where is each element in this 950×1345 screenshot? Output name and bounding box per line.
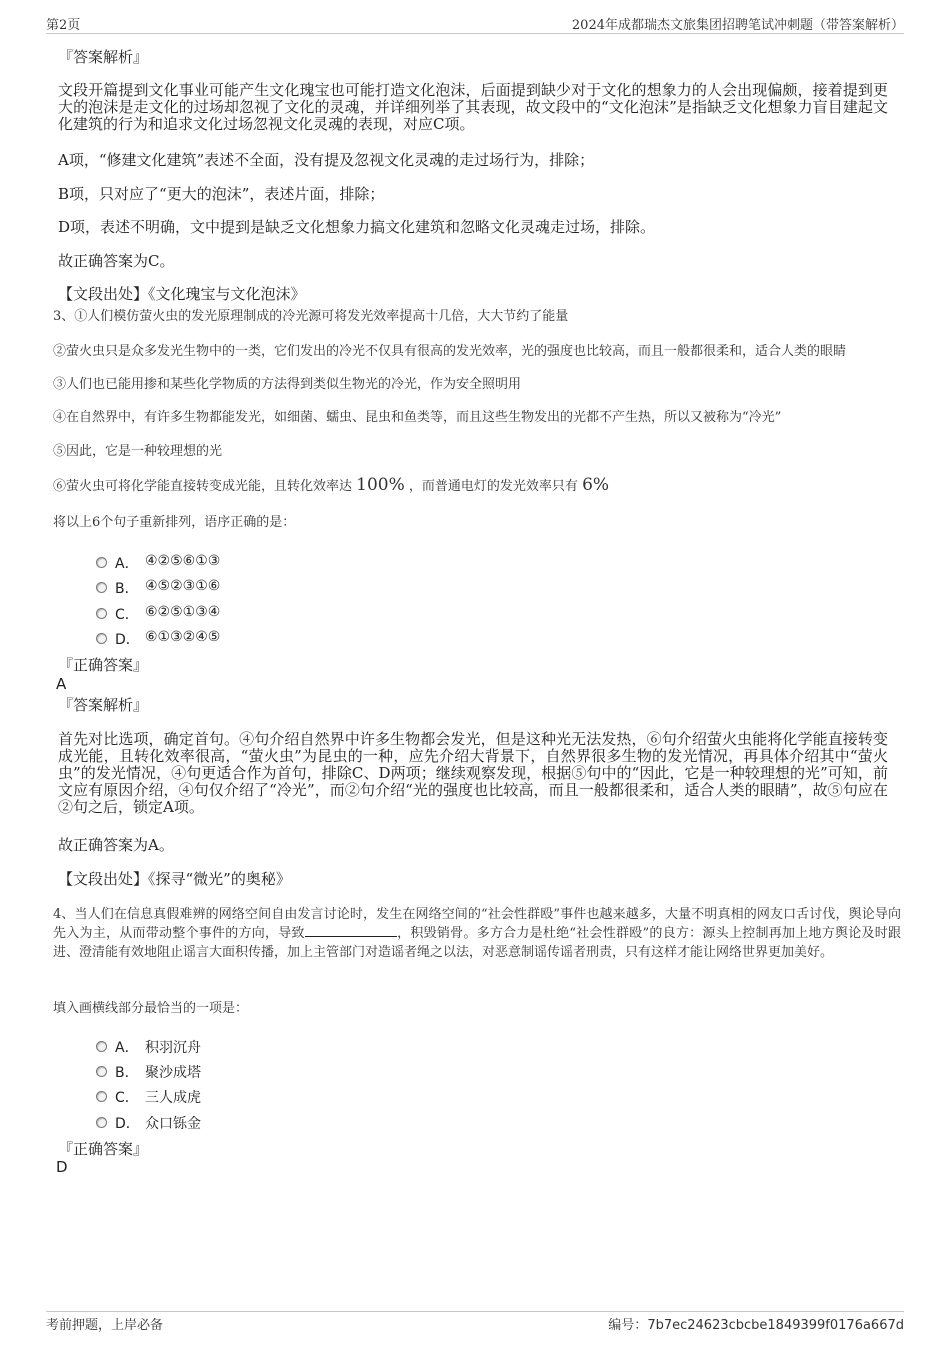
document-title: 2024年成都瑞杰文旅集团招聘笔试冲刺题（带答案解析）	[571, 18, 904, 33]
q2-conclusion: 故正确答案为C。	[58, 252, 175, 270]
option-letter: D．	[115, 1116, 140, 1132]
q3-sentence-1: 3、①人们模仿萤火虫的发光原理制成的冷光源可将发光效率提高十几倍，大大节约了能量	[53, 309, 569, 324]
q2-option-a-note: A项，“修建文化建筑”表述不全面，没有提及忽视文化灵魂的走过场行为，排除；	[58, 151, 595, 169]
option-letter: B．	[115, 1065, 139, 1081]
page-footer	[46, 1314, 904, 1332]
radio-icon[interactable]	[96, 608, 107, 619]
option-text: 积羽沉舟	[145, 1040, 201, 1056]
footer-slogan: 考前押题，上岸必备	[46, 1318, 164, 1333]
option-letter: B．	[115, 581, 139, 597]
q2-analysis-text: 文段开篇提到文化事业可能产生文化瑰宝也可能打造文化泡沫，后面提到缺少对于文化的想象力的人会出现偏颇，接着提到更大的泡沫是走文化的过场却忽视了文化的灵魂，并详细列举了其表现，故文段中的“文化泡沫”是指缺乏文化想象力盲目建起文化建筑的行为和追求文化过场忽视文化灵魂的表现，对应C项。	[58, 81, 888, 133]
option-letter: A．	[115, 556, 139, 572]
q3-source: 【文段出处】《探寻“微光”的奥秘》	[58, 870, 291, 888]
q3-sentence-6	[53, 477, 609, 495]
option-letter: C．	[115, 1090, 139, 1106]
q3-answer-heading: 『正确答案』	[58, 656, 149, 674]
option-letter: A．	[115, 1040, 139, 1056]
q3-analysis-text: 首先对比选项，确定首句。④句介绍自然界中许多生物都会发光，但是这种光无法发热，⑥句介绍萤火虫能将化学能直接转变成光能，且转化效率很高，“萤火虫”为昆虫的一种，应先介绍大背景下，自然界很多生物的发光情况，再具体介绍其中“萤火虫”的发光情况，④句更适合作为首句，排除C、D两项；继续观察发现，根据⑤句中的“因此，它是一种较理想的光”可知，前文应有原因介绍，④句仅介绍了“冷光”，而②句介绍“光的强度也比较高，而且一般都很柔和，适合人类的眼睛”，故⑤句应在②句之后，锁定A项。	[58, 730, 888, 816]
q3-prompt: 将以上6个句子重新排列，语序正确的是：	[53, 515, 296, 530]
option-text: ④⑤②③①⑥	[145, 578, 221, 594]
q4-answer: D	[56, 1158, 68, 1176]
q2-analysis-heading: 『答案解析』	[58, 48, 149, 66]
option-text: 聚沙成塔	[145, 1065, 201, 1081]
radio-icon[interactable]	[96, 1091, 107, 1102]
option-text: 三人成虎	[145, 1090, 201, 1106]
option-text: ⑥②⑤①③④	[145, 604, 221, 620]
radio-icon[interactable]	[96, 1041, 107, 1052]
q4-stem	[53, 905, 901, 962]
q4-stem-text-1: 4、当人们在信息真假难辨的网络空间自由发言讨论时，发生在网络空间的“社会性群殴”事件也越来越多，大量不明真相的网友口舌讨伐，舆论导向先入为主，从而带动整个事件的方向，导致	[53, 907, 901, 941]
document-code-label: 编号：	[608, 1318, 648, 1333]
q3-sentence-4: ④在自然界中，有许多生物都能发光，如细菌、蠕虫、昆虫和鱼类等，而且这些生物发出的光都不产生热，所以又被称为“冷光”	[53, 410, 782, 425]
q3-s6-value-2: 6%	[582, 475, 610, 495]
q3-sentence-3: ③人们也已能用掺和某些化学物质的方法得到类似生物光的冷光，作为安全照明用	[53, 377, 522, 392]
q4-stem-text-2: ，积毁销骨。多方合力是杜绝“社会性群殴”的良方：源头上控制再加上地方舆论及时跟进、澄清能有效地阻止谣言大面积传播，加上主管部门对造谣者绳之以法，对恶意制谣传谣者刑责，只有这样才能让网络世界更加美好。	[53, 926, 901, 960]
option-letter: C．	[115, 607, 139, 623]
q3-s6-text-1: ⑥萤火虫可将化学能直接转变成光能，且转化效率达	[53, 479, 353, 494]
footer-divider	[46, 1311, 904, 1312]
q3-sentence-5: ⑤因此，它是一种较理想的光	[53, 444, 223, 459]
q3-answer: A	[56, 675, 67, 693]
document-code-value: 7b7ec24623cbcbe1849399f0176a667d	[647, 1318, 904, 1333]
q4-answer-heading: 『正确答案』	[58, 1140, 149, 1158]
q2-option-d-note: D项，表述不明确，文中提到是缺乏文化想象力搞文化建筑和忽略文化灵魂走过场，排除。	[58, 218, 656, 236]
radio-icon[interactable]	[96, 557, 107, 568]
option-text: ⑥①③②④⑤	[145, 629, 221, 645]
q4-prompt: 填入画横线部分最恰当的一项是：	[53, 1001, 249, 1016]
page-header	[46, 14, 904, 32]
q3-sentence-2: ②萤火虫只是众多发光生物中的一类，它们发出的冷光不仅具有很高的发光效率，光的强度也比较高，而且一般都很柔和，适合人类的眼睛	[53, 344, 847, 359]
q3-analysis-heading: 『答案解析』	[58, 696, 149, 714]
radio-icon[interactable]	[96, 633, 107, 644]
q2-source: 【文段出处】《文化瑰宝与文化泡沫》	[58, 285, 306, 303]
document-code	[608, 1314, 904, 1333]
q3-s6-value-1: 100%	[356, 475, 405, 495]
q3-conclusion: 故正确答案为A。	[58, 836, 174, 854]
q2-option-b-note: B项，只对应了“更大的泡沫”，表述片面，排除；	[58, 185, 385, 203]
option-text: ④②⑤⑥①③	[145, 553, 221, 569]
radio-icon[interactable]	[96, 1117, 107, 1128]
radio-icon[interactable]	[96, 582, 107, 593]
option-text: 众口铄金	[145, 1116, 201, 1132]
option-letter: D．	[115, 632, 140, 648]
page-number: 第2页	[46, 18, 81, 33]
q3-s6-text-2: ，而普通电灯的发光效率只有	[408, 479, 578, 494]
header-divider	[46, 33, 904, 34]
fill-in-blank	[305, 924, 397, 937]
radio-icon[interactable]	[96, 1066, 107, 1077]
